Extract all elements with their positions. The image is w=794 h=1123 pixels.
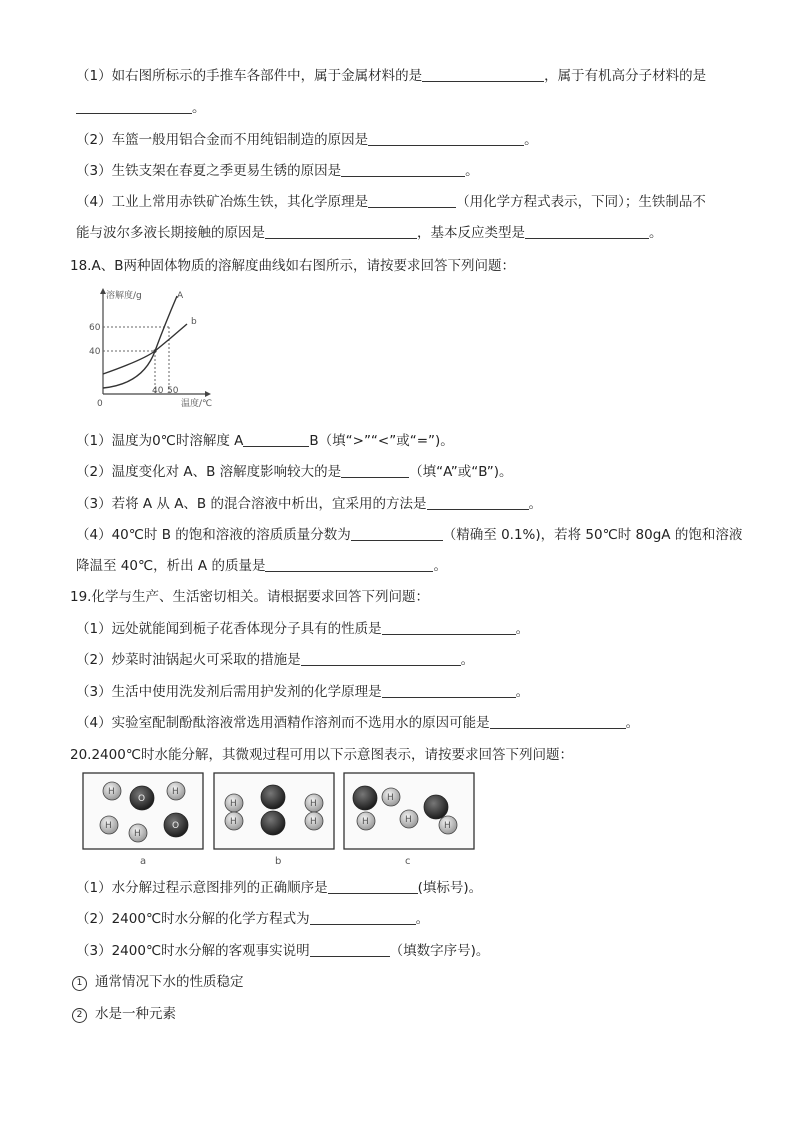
curve-b <box>103 324 187 374</box>
q17-s3-line <box>76 161 479 181</box>
hydrogen-symbol: H <box>134 829 141 839</box>
q20-s3-text-b: （填数字序号)。 <box>389 943 490 959</box>
answer-blank[interactable] <box>341 462 409 478</box>
q17-s1-text-c: 。 <box>192 100 206 116</box>
q19-s2-text-b: 。 <box>460 652 475 668</box>
oxygen-atom <box>261 811 285 835</box>
answer-blank[interactable] <box>422 66 544 82</box>
answer-blank[interactable] <box>265 556 433 572</box>
q18-s4-text-c: 降温至 40℃，析出 A 的质量是 <box>76 558 266 574</box>
q20-title: 20.2400℃时水能分解，其微观过程可用以下示意图表示，请按要求回答下列问题： <box>70 747 573 763</box>
q20-s1-text-a: （1）水分解过程示意图排列的正确顺序是 <box>76 880 328 896</box>
q17-s4-text-e: 。 <box>649 225 663 241</box>
q17-s1-line2 <box>76 98 206 118</box>
q19-s1-text-a: （1）远处就能闻到栀子花香体现分子具有的性质是 <box>76 621 382 637</box>
hydrogen-symbol: H <box>108 787 115 797</box>
answer-blank[interactable] <box>368 192 456 208</box>
oxygen-symbol: O <box>138 794 146 804</box>
y-tick-40: 40 <box>89 347 101 357</box>
hydrogen-symbol: H <box>230 799 237 809</box>
answer-blank[interactable] <box>368 130 524 146</box>
water-decomposition-diagram <box>80 770 480 870</box>
q17-s1-text-a: （1）如右图所标示的手推车各部件中，属于金属材料的是 <box>76 68 423 84</box>
q18-s1-line <box>76 431 454 451</box>
q19-s3-line <box>76 682 529 702</box>
answer-blank[interactable] <box>265 223 417 239</box>
answer-blank[interactable] <box>243 431 309 447</box>
panel-c-label: c <box>405 856 411 867</box>
q17-s4-line1 <box>76 192 706 212</box>
option-number-2: 2 <box>72 1008 87 1023</box>
q18-s4-line1 <box>76 525 742 545</box>
q19-s3-text-a: （3）生活中使用洗发剂后需用护发剂的化学原理是 <box>76 684 382 700</box>
answer-blank[interactable] <box>427 494 529 510</box>
q18-s2-line <box>76 462 513 482</box>
q17-s1-text-b: ，属于有机高分子材料的是 <box>544 68 707 84</box>
hydrogen-symbol: H <box>310 799 317 809</box>
q18-s1-text-a: （1）温度为0℃时溶解度 A <box>76 433 244 449</box>
option-number-1: 1 <box>72 976 87 991</box>
panel-a-label: a <box>140 856 147 867</box>
oxygen-atom <box>353 786 377 810</box>
q17-s3-text-a: （3）生铁支架在春夏之季更易生锈的原因是 <box>76 163 342 179</box>
x-tick-40: 40 <box>152 386 164 396</box>
answer-blank[interactable] <box>382 619 516 635</box>
q17-s2-text-b: 。 <box>524 132 538 148</box>
answer-blank[interactable] <box>351 525 443 541</box>
q17-s1-line1 <box>76 66 706 86</box>
q19-s4-text-b: 。 <box>625 715 640 731</box>
q20-s3-text-a: （3）2400℃时水分解的客观事实说明 <box>76 943 310 959</box>
hydrogen-symbol: H <box>172 787 179 797</box>
hydrogen-symbol: H <box>230 817 237 827</box>
hydrogen-symbol: H <box>444 821 451 831</box>
q17-s4-text-b: （用化学方程式表示，下同）；生铁制品不 <box>456 194 706 210</box>
q20-s2-line <box>76 909 429 929</box>
solubility-graph <box>83 286 213 414</box>
q20-s1-line <box>76 878 482 898</box>
q18-s4-line2 <box>76 556 447 576</box>
oxygen-symbol: O <box>172 821 180 831</box>
hydrogen-symbol: H <box>405 815 412 825</box>
q19-s3-text-b: 。 <box>515 684 530 700</box>
q17-s4-text-c: 能与波尔多液长期接触的原因是 <box>76 225 265 241</box>
answer-blank[interactable] <box>310 941 390 957</box>
curve-b-label: b <box>191 317 197 327</box>
q20-s2-text-b: 。 <box>415 911 430 927</box>
oxygen-atom <box>261 785 285 809</box>
hydrogen-symbol: H <box>362 817 369 827</box>
x-axis-label: 温度/℃ <box>181 399 213 409</box>
q20-s3-line <box>76 941 489 961</box>
answer-blank[interactable] <box>76 98 192 114</box>
answer-blank[interactable] <box>301 650 461 666</box>
answer-blank[interactable] <box>490 713 626 729</box>
y-tick-60: 60 <box>89 323 101 333</box>
q19-s2-line <box>76 650 474 670</box>
q18-s4-text-a: （4）40℃时 B 的饱和溶液的溶质质量分数为 <box>76 527 351 543</box>
q18-s2-text-a: （2）温度变化对 A、B 溶解度影响较大的是 <box>76 464 342 480</box>
curve-a-label: A <box>177 291 184 301</box>
q19-s4-text-a: （4）实验室配制酚酞溶液常选用酒精作溶剂而不选用水的原因可能是 <box>76 715 490 731</box>
panel-b-label: b <box>275 856 282 867</box>
q18-s4-text-d: 。 <box>433 558 447 574</box>
hydrogen-symbol: H <box>310 817 317 827</box>
q17-s4-line2 <box>76 223 663 243</box>
q20-s1-text-b: (填标号)。 <box>417 880 483 896</box>
q19-s1-line <box>76 619 529 639</box>
q18-s3-line <box>76 494 542 514</box>
answer-blank[interactable] <box>310 909 416 925</box>
q18-s3-text-a: （3）若将 A 从 A、B 的混合溶液中析出，宜采用的方法是 <box>76 496 427 512</box>
answer-blank[interactable] <box>382 682 516 698</box>
option-text-1: 通常情况下水的性质稳定 <box>95 974 244 990</box>
answer-blank[interactable] <box>328 878 418 894</box>
q19-s2-text-a: （2）炒菜时油锅起火可采取的措施是 <box>76 652 301 668</box>
x-tick-50: 50 <box>167 386 179 396</box>
q18-s4-text-b: （精确至 0.1%)，若将 50℃时 80gA 的饱和溶液 <box>442 527 743 543</box>
hydrogen-symbol: H <box>387 793 394 803</box>
q17-s3-text-b: 。 <box>465 163 479 179</box>
q18-s2-text-b: （填“A”或“B”)。 <box>409 464 513 480</box>
q20-option-2 <box>72 1004 176 1024</box>
q17-s2-line <box>76 130 538 150</box>
q17-s4-text-a: （4）工业上常用赤铁矿冶炼生铁，其化学原理是 <box>76 194 369 210</box>
option-text-2: 水是一种元素 <box>95 1006 176 1022</box>
q17-s4-text-d: ，基本反应类型是 <box>417 225 525 241</box>
q18-s1-text-b: B（填“>”“<”或“=”)。 <box>309 433 454 449</box>
q18-s3-text-b: 。 <box>528 496 542 512</box>
x-axis-arrow <box>205 391 211 397</box>
answer-blank[interactable] <box>341 161 465 177</box>
q19-title: 19.化学与生产、生活密切相关。请根据要求回答下列问题： <box>70 589 429 605</box>
y-axis-label: 溶解度/g <box>106 291 142 301</box>
q17-s2-text-a: （2）车篮一般用铝合金而不用纯铝制造的原因是 <box>76 132 369 148</box>
oxygen-atom <box>424 795 448 819</box>
answer-blank[interactable] <box>525 223 649 239</box>
hydrogen-symbol: H <box>105 821 112 831</box>
q20-s2-text-a: （2）2400℃时水分解的化学方程式为 <box>76 911 310 927</box>
q18-title: 18.A、B两种固体物质的溶解度曲线如右图所示，请按要求回答下列问题： <box>70 258 515 274</box>
intersection-point <box>153 349 156 352</box>
origin-label: 0 <box>97 399 103 409</box>
q19-s1-text-b: 。 <box>515 621 530 637</box>
q19-s4-line <box>76 713 639 733</box>
q20-option-1 <box>72 972 244 992</box>
